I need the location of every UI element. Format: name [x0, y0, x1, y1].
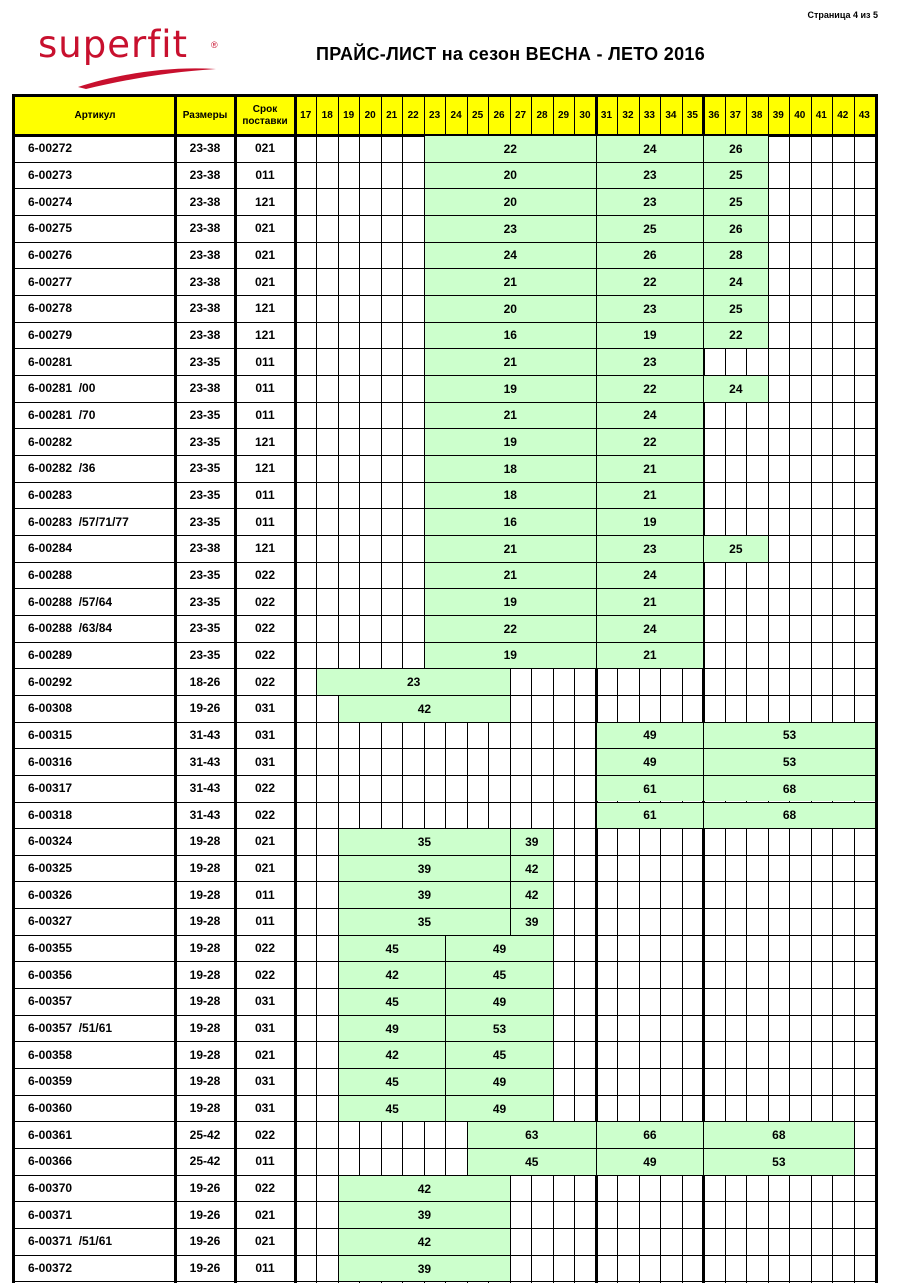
header-size-28: 28: [536, 110, 548, 121]
size-column-divider: [789, 97, 790, 1283]
price-label: 49: [446, 1096, 552, 1122]
sizes-cell: 19-26: [189, 1181, 221, 1196]
price-label: 53: [704, 1149, 853, 1175]
article-cell: 6-00273: [28, 167, 73, 182]
delivery-cell: 011: [255, 487, 275, 502]
delivery-cell: 021: [254, 1207, 276, 1222]
delivery-cell: 121: [254, 434, 276, 449]
header-size-32: 32: [622, 110, 634, 121]
header-size-31: 31: [600, 110, 613, 121]
price-label: 22: [597, 376, 703, 402]
price-label: 25: [597, 216, 703, 242]
delivery-cell: 011: [255, 1261, 275, 1276]
header-size-19: 19: [343, 110, 355, 121]
sizes-cell: 18-26: [189, 674, 221, 689]
price-label: 16: [425, 509, 596, 535]
delivery-cell: 022: [254, 621, 276, 636]
price-label: 45: [446, 962, 552, 988]
price-label: 39: [339, 1256, 510, 1282]
price-label: 68: [704, 1122, 853, 1148]
sizes-cell: 23-38: [189, 247, 221, 262]
sizes-cell: 31-43: [189, 781, 221, 796]
price-label: 21: [597, 456, 703, 482]
sizes-cell: 23-38: [189, 167, 221, 182]
article-cell: 6-00288 /63/84: [28, 621, 113, 636]
sizes-cell: 19-28: [189, 994, 221, 1009]
delivery-cell: 022: [254, 1127, 276, 1142]
article-cell: 6-00356: [28, 967, 73, 982]
header-size-42: 42: [837, 110, 849, 121]
delivery-cell: 021: [254, 274, 276, 289]
price-label: 39: [339, 856, 510, 882]
article-cell: 6-00318: [28, 807, 73, 822]
size-column-divider: [811, 97, 812, 1283]
article-cell: 6-00361: [28, 1127, 73, 1142]
price-label: 39: [511, 829, 553, 855]
delivery-cell: 031: [254, 1074, 276, 1089]
article-cell: 6-00274: [28, 194, 73, 209]
article-cell: 6-00317: [28, 781, 73, 796]
size-column-divider: [832, 97, 833, 1283]
sizes-cell: 23-35: [189, 407, 221, 422]
header-size-33: 33: [643, 110, 655, 121]
price-label: 20: [425, 189, 596, 215]
article-cell: 6-00272: [28, 141, 73, 156]
article-cell: 6-00284: [28, 541, 73, 556]
price-label: 23: [317, 669, 509, 695]
price-label: 24: [704, 269, 767, 295]
article-cell: 6-00359: [28, 1074, 73, 1089]
sizes-cell: 31-43: [189, 727, 221, 742]
article-cell: 6-00281 /00: [28, 381, 96, 396]
sizes-cell: 19-28: [189, 1074, 221, 1089]
sizes-cell: 23-35: [189, 567, 221, 582]
price-label: 68: [704, 803, 875, 829]
sizes-cell: 19-28: [189, 914, 221, 929]
price-label: 21: [425, 563, 596, 589]
price-label: 24: [597, 403, 703, 429]
delivery-cell: 011: [255, 407, 275, 422]
price-label: 42: [339, 962, 445, 988]
sizes-cell: 23-38: [189, 327, 221, 342]
header-size-21: 21: [386, 110, 398, 121]
delivery-cell: 021: [254, 1234, 276, 1249]
price-label: 45: [339, 936, 445, 962]
delivery-cell: 011: [255, 914, 275, 929]
sizes-cell: 19-28: [189, 941, 221, 956]
article-cell: 6-00372: [28, 1261, 73, 1276]
price-label: 53: [446, 1016, 552, 1042]
delivery-cell: 031: [254, 727, 276, 742]
price-label: 49: [597, 1149, 703, 1175]
price-label: 35: [339, 829, 510, 855]
price-label: 21: [597, 643, 703, 669]
article-cell: 6-00325: [28, 861, 73, 876]
sizes-cell: 23-38: [189, 274, 221, 289]
sizes-cell: 23-38: [189, 221, 221, 236]
sizes-cell: 19-28: [189, 1047, 221, 1062]
article-cell: 6-00326: [28, 887, 73, 902]
price-label: 21: [425, 349, 596, 375]
delivery-cell: 022: [254, 567, 276, 582]
price-label: 49: [446, 989, 552, 1015]
delivery-cell: 121: [254, 194, 276, 209]
row-divider: [15, 1281, 875, 1282]
delivery-cell: 031: [254, 1021, 276, 1036]
sizes-cell: 19-26: [189, 701, 221, 716]
article-cell: 6-00308: [28, 701, 73, 716]
sizes-cell: 23-38: [189, 301, 221, 316]
price-label: 19: [597, 323, 703, 349]
delivery-cell: 011: [255, 887, 275, 902]
price-label: 22: [597, 269, 703, 295]
column-divider: [234, 97, 237, 1283]
price-label: 19: [425, 589, 596, 615]
sizes-cell: 23-35: [189, 621, 221, 636]
logo-wordmark: superfit: [38, 23, 189, 66]
price-label: 39: [339, 1202, 510, 1228]
price-label: 26: [597, 243, 703, 269]
sizes-cell: 19-28: [189, 834, 221, 849]
price-label: 42: [339, 1042, 445, 1068]
article-cell: 6-00283: [28, 487, 73, 502]
price-label: 19: [597, 509, 703, 535]
price-label: 42: [339, 1176, 510, 1202]
page-number-label: Страница 4 из 5: [807, 10, 878, 20]
delivery-cell: 022: [254, 781, 276, 796]
price-label: 20: [425, 163, 596, 189]
delivery-cell: 022: [254, 967, 276, 982]
delivery-cell: 121: [254, 541, 276, 556]
price-label: 49: [446, 936, 552, 962]
delivery-cell: 031: [254, 701, 276, 716]
delivery-cell: 021: [254, 247, 276, 262]
sizes-cell: 19-28: [189, 1021, 221, 1036]
delivery-cell: 011: [255, 1154, 275, 1169]
size-column-divider: [854, 97, 855, 1283]
price-label: 23: [597, 349, 703, 375]
price-label: 42: [339, 696, 510, 722]
header-size-25: 25: [472, 110, 484, 121]
sizes-cell: 23-35: [189, 354, 221, 369]
price-label: 35: [339, 909, 510, 935]
delivery-cell: 021: [254, 1047, 276, 1062]
price-label: 25: [704, 536, 767, 562]
logo-swoosh-icon: [38, 56, 228, 90]
article-cell: 6-00316: [28, 754, 73, 769]
price-label: 21: [425, 269, 596, 295]
header-size-29: 29: [557, 110, 570, 121]
column-divider: [294, 97, 297, 1283]
price-label: 21: [425, 536, 596, 562]
header-size-18: 18: [321, 110, 333, 121]
delivery-cell: 022: [254, 594, 276, 609]
delivery-cell: 121: [254, 461, 276, 476]
article-cell: 6-00371 /51/61: [28, 1234, 113, 1249]
header-size-24: 24: [450, 110, 462, 121]
price-label: 23: [597, 189, 703, 215]
price-label: 24: [597, 136, 703, 162]
price-label: 18: [425, 456, 596, 482]
sizes-cell: 23-35: [189, 647, 221, 662]
header-size-17: 17: [300, 110, 312, 121]
sizes-cell: 25-42: [189, 1127, 221, 1142]
delivery-cell: 011: [255, 381, 275, 396]
price-label: 19: [425, 376, 596, 402]
header-size-27: 27: [514, 110, 527, 121]
header-size-43: 43: [858, 110, 870, 121]
sizes-cell: 23-35: [189, 434, 221, 449]
price-label: 45: [468, 1149, 596, 1175]
article-cell: 6-00275: [28, 221, 73, 236]
article-cell: 6-00292: [28, 674, 73, 689]
header-size-34: 34: [665, 110, 677, 121]
article-cell: 6-00277: [28, 274, 73, 289]
sizes-cell: 23-35: [189, 461, 221, 476]
price-label: 42: [339, 1229, 510, 1255]
price-label: 49: [446, 1069, 552, 1095]
article-cell: 6-00355: [28, 941, 73, 956]
delivery-cell: 121: [254, 327, 276, 342]
price-label: 25: [704, 296, 767, 322]
article-cell: 6-00370: [28, 1181, 73, 1196]
delivery-cell: 011: [255, 354, 275, 369]
price-table: [12, 94, 878, 1283]
article-cell: 6-00281 /70: [28, 407, 96, 422]
sizes-cell: 23-38: [189, 541, 221, 556]
sizes-cell: 25-42: [189, 1154, 221, 1169]
price-label: 61: [597, 776, 703, 802]
header-size-41: 41: [815, 110, 827, 121]
delivery-cell: 022: [254, 1181, 276, 1196]
price-label: 28: [704, 243, 767, 269]
price-label: 22: [704, 323, 767, 349]
article-cell: 6-00371: [28, 1207, 73, 1222]
sizes-cell: 19-28: [189, 861, 221, 876]
delivery-cell: 011: [255, 514, 275, 529]
price-label: 18: [425, 483, 596, 509]
price-label: 61: [597, 803, 703, 829]
article-cell: 6-00360: [28, 1101, 73, 1116]
price-label: 22: [425, 136, 596, 162]
sizes-cell: 19-28: [189, 887, 221, 902]
article-cell: 6-00282 /36: [28, 461, 96, 476]
column-divider: [174, 97, 177, 1283]
article-cell: 6-00366: [28, 1154, 73, 1169]
article-cell: 6-00281: [28, 354, 73, 369]
header-size-26: 26: [493, 110, 505, 121]
price-label: 23: [597, 536, 703, 562]
price-label: 68: [704, 776, 875, 802]
article-cell: 6-00283 /57/71/77: [28, 514, 129, 529]
price-label: 19: [425, 643, 596, 669]
price-label: 24: [597, 616, 703, 642]
price-label: 66: [597, 1122, 703, 1148]
header-size-39: 39: [772, 110, 784, 121]
sizes-cell: 19-26: [189, 1234, 221, 1249]
price-label: 26: [704, 136, 767, 162]
delivery-cell: 022: [254, 807, 276, 822]
article-cell: 6-00324: [28, 834, 73, 849]
price-label: 25: [704, 163, 767, 189]
header-size-36: 36: [708, 110, 720, 121]
delivery-cell: 021: [254, 834, 276, 849]
article-cell: 6-00288 /57/64: [28, 594, 113, 609]
sizes-cell: 23-35: [189, 487, 221, 502]
sizes-cell: 19-28: [189, 1101, 221, 1116]
sizes-cell: 23-38: [189, 194, 221, 209]
delivery-cell: 031: [254, 994, 276, 1009]
price-label: 26: [704, 216, 767, 242]
header-article: Артикул: [74, 110, 116, 121]
price-label: 23: [597, 296, 703, 322]
delivery-cell: 121: [254, 301, 276, 316]
price-label: 21: [597, 589, 703, 615]
price-label: 25: [704, 189, 767, 215]
price-label: 21: [597, 483, 703, 509]
price-label: 19: [425, 429, 596, 455]
header-size-35: 35: [686, 110, 698, 121]
price-label: 22: [597, 429, 703, 455]
article-cell: 6-00315: [28, 727, 73, 742]
header-size-20: 20: [364, 110, 376, 121]
delivery-cell: 021: [254, 221, 276, 236]
sizes-cell: 19-28: [189, 967, 221, 982]
price-label: 63: [468, 1122, 596, 1148]
article-cell: 6-00288: [28, 567, 73, 582]
price-label: 20: [425, 296, 596, 322]
price-label: 42: [511, 856, 553, 882]
price-label: 22: [425, 616, 596, 642]
sizes-cell: 19-26: [189, 1207, 221, 1222]
delivery-cell: 021: [254, 141, 276, 156]
header-size-38: 38: [751, 110, 763, 121]
price-label: 42: [511, 882, 553, 908]
article-cell: 6-00279: [28, 327, 73, 342]
delivery-cell: 022: [254, 647, 276, 662]
price-label: 24: [425, 243, 596, 269]
header-size-30: 30: [579, 110, 591, 121]
price-label: 21: [425, 403, 596, 429]
size-column-divider: [768, 97, 769, 1283]
article-cell: 6-00276: [28, 247, 73, 262]
price-label: 53: [704, 723, 875, 749]
article-cell: 6-00358: [28, 1047, 73, 1062]
price-label: 39: [339, 882, 510, 908]
article-cell: 6-00357 /51/61: [28, 1021, 113, 1036]
document-title: ПРАЙС-ЛИСТ на сезон ВЕСНА - ЛЕТО 2016: [316, 44, 706, 64]
sizes-cell: 31-43: [189, 807, 221, 822]
header-size-23: 23: [429, 110, 441, 121]
superfit-logo: [38, 20, 228, 90]
header-sizes: Размеры: [182, 110, 228, 121]
article-cell: 6-00357: [28, 994, 73, 1009]
price-label: 23: [425, 216, 596, 242]
delivery-cell: 022: [254, 941, 276, 956]
delivery-cell: 031: [254, 1101, 276, 1116]
price-label: 24: [704, 376, 767, 402]
article-cell: 6-00289: [28, 647, 73, 662]
header-size-22: 22: [407, 110, 419, 121]
price-label: 23: [597, 163, 703, 189]
article-cell: 6-00278: [28, 301, 73, 316]
header-delivery: Срок поставки: [242, 104, 288, 127]
sizes-cell: 19-26: [189, 1261, 221, 1276]
article-cell: 6-00282: [28, 434, 73, 449]
delivery-cell: 031: [254, 754, 276, 769]
header-size-40: 40: [794, 110, 806, 121]
price-label: 45: [339, 1096, 445, 1122]
sizes-cell: 23-38: [189, 141, 221, 156]
price-label: 24: [597, 563, 703, 589]
sizes-cell: 23-38: [189, 381, 221, 396]
price-label: 45: [339, 989, 445, 1015]
delivery-cell: 011: [255, 167, 275, 182]
sizes-cell: 23-35: [189, 514, 221, 529]
price-label: 49: [597, 749, 703, 775]
price-label: 49: [339, 1016, 445, 1042]
registered-mark: ®: [211, 40, 218, 50]
price-label: 16: [425, 323, 596, 349]
price-label: 45: [446, 1042, 552, 1068]
price-label: 45: [339, 1069, 445, 1095]
price-label: 53: [704, 749, 875, 775]
sizes-cell: 31-43: [189, 754, 221, 769]
header-size-37: 37: [729, 110, 741, 121]
delivery-cell: 021: [254, 861, 276, 876]
article-cell: 6-00327: [28, 914, 73, 929]
price-label: 39: [511, 909, 553, 935]
sizes-cell: 23-35: [189, 594, 221, 609]
delivery-cell: 022: [254, 674, 276, 689]
price-label: 49: [597, 723, 703, 749]
